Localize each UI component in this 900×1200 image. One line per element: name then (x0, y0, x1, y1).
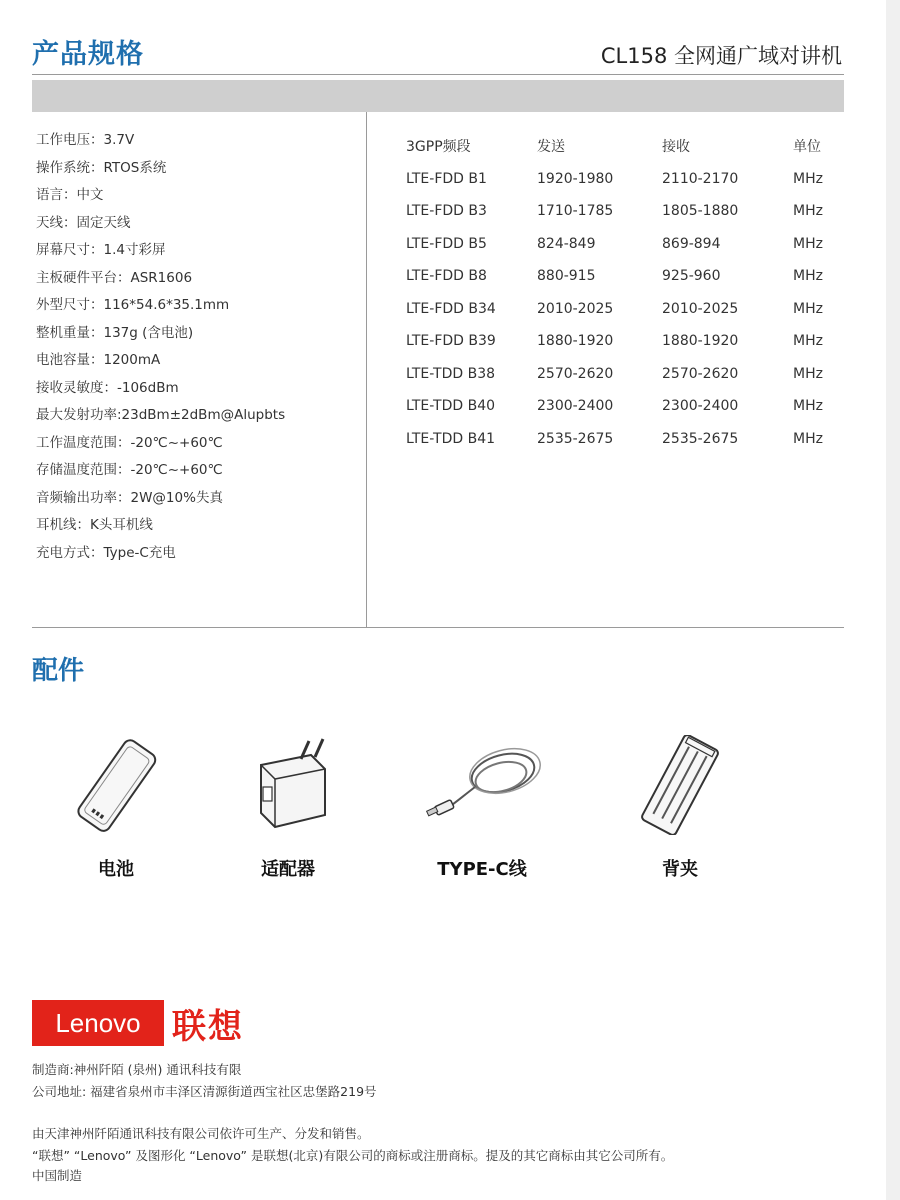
lenovo-logo: Lenovo (32, 1000, 164, 1046)
table-row (406, 390, 853, 423)
table-cell: 2300-2400 (662, 398, 739, 415)
table-row (406, 293, 853, 326)
table-cell: 2570-2620 (662, 365, 739, 382)
trademark-text: “联想” “Lenovo” 及图形化 “Lenovo” 是联想(北京)有限公司的商标或注册商标。提及的其它商标由其它公司所有。 (32, 1148, 674, 1163)
table-cell: LTE-FDD B8 (406, 268, 487, 285)
spec-item: 存储温度范围：-20℃~+60℃ (36, 462, 223, 478)
table-cell: 1805-1880 (662, 203, 739, 220)
table-cell: 2110-2170 (662, 170, 739, 187)
accessory-battery (46, 735, 186, 881)
divider-middle (32, 627, 844, 628)
table-row (406, 195, 853, 228)
table-header-row (406, 130, 853, 163)
table-row (406, 260, 853, 293)
table-cell: 2010-2025 (662, 300, 739, 317)
table-row (406, 325, 853, 358)
column-header: 发送 (537, 139, 565, 156)
table-row (406, 358, 853, 391)
table-cell: LTE-FDD B34 (406, 300, 496, 317)
lenovo-logo-cn: 联想 (172, 1006, 244, 1047)
table-cell: LTE-FDD B5 (406, 235, 487, 252)
table-cell: 1880-1920 (662, 333, 739, 350)
table-cell: 824-849 (537, 235, 596, 252)
table-cell: 2300-2400 (537, 398, 614, 415)
table-cell: MHz (793, 203, 823, 220)
spec-item: 音频输出功率：2W@10%失真 (36, 489, 223, 506)
table-cell: LTE-FDD B1 (406, 170, 487, 187)
model-name: CL158 全网通广域对讲机 (600, 44, 842, 68)
table-cell: 2010-2025 (537, 300, 614, 317)
license-text: 由天津神州阡陌通讯科技有限公司依许可生产、分发和销售。 (32, 1126, 370, 1141)
table-cell: LTE-TDD B38 (406, 365, 496, 382)
table-row (406, 163, 853, 196)
table-cell: 1920-1980 (537, 170, 614, 187)
back-clip-icon (625, 735, 735, 835)
accessory-adapter (218, 735, 358, 881)
accessory-label: 背夹 (662, 859, 698, 880)
header-band (32, 80, 844, 112)
column-divider (366, 112, 367, 627)
accessory-back-clip (610, 735, 750, 881)
table-cell: MHz (793, 430, 823, 447)
table-cell: 925-960 (662, 268, 721, 285)
spec-item: 接收灵敏度：-106dBm (36, 379, 179, 396)
table-row (406, 228, 853, 261)
divider-top (32, 74, 844, 75)
spec-item: 操作系统：RTOS系统 (36, 159, 167, 176)
spec-item: 耳机线：K头耳机线 (36, 517, 153, 533)
manufacturer-text: 制造商:神州阡陌 (泉州) 通讯科技有限 (32, 1062, 242, 1077)
table-cell: LTE-TDD B41 (406, 430, 496, 447)
spec-item: 最大发射功率:23dBm±2dBm@Alupbts (36, 407, 286, 423)
table-row (406, 423, 853, 456)
spec-list (36, 128, 356, 568)
table-cell: 2535-2675 (662, 430, 739, 447)
table-cell: LTE-FDD B39 (406, 333, 496, 350)
table-cell: MHz (793, 300, 823, 317)
column-header: 3GPP频段 (406, 139, 471, 156)
spec-item: 外型尺寸：116*54.6*35.1mm (36, 297, 230, 313)
spec-item: 工作电压：3.7V (36, 132, 135, 148)
table-cell: MHz (793, 235, 823, 252)
spec-item: 天线：固定天线 (36, 214, 131, 231)
column-header: 单位 (793, 139, 821, 156)
spec-item: 屏幕尺寸：1.4寸彩屏 (36, 242, 166, 258)
brand-logo (32, 1000, 244, 1046)
origin-text: 中国制造 (32, 1168, 83, 1183)
usb-cable-icon (417, 735, 547, 835)
table-cell: 869-894 (662, 235, 721, 252)
table-cell: MHz (793, 398, 823, 415)
table-cell: LTE-FDD B3 (406, 203, 487, 220)
page-title: 产品规格 (32, 39, 144, 70)
spec-item: 整机重量：137g (含电池) (36, 324, 194, 341)
table-cell: 2570-2620 (537, 365, 614, 382)
battery-icon (71, 735, 161, 835)
spec-item: 主板硬件平台：ASR1606 (36, 269, 193, 286)
table-cell: MHz (793, 365, 823, 382)
column-header: 接收 (662, 139, 690, 156)
accessories-title: 配件 (32, 656, 85, 686)
table-cell: 880-915 (537, 268, 596, 285)
band-table (406, 130, 853, 455)
spec-item: 充电方式：Type-C充电 (36, 544, 176, 561)
page-edge (886, 0, 900, 1200)
accessory-label: 电池 (98, 859, 134, 880)
accessory-label: 适配器 (261, 859, 315, 880)
table-cell: MHz (793, 333, 823, 350)
table-cell: 1710-1785 (537, 203, 614, 220)
spec-item: 电池容量：1200mA (36, 352, 161, 368)
spec-item: 语言：中文 (36, 187, 104, 203)
accessory-cable (412, 735, 552, 881)
accessory-label: TYPE-C线 (437, 859, 527, 880)
table-cell: MHz (793, 268, 823, 285)
table-cell: 2535-2675 (537, 430, 614, 447)
adapter-icon (233, 735, 343, 835)
table-cell: 1880-1920 (537, 333, 614, 350)
spec-item: 工作温度范围：-20℃~+60℃ (36, 434, 223, 451)
table-cell: LTE-TDD B40 (406, 398, 496, 415)
table-cell: MHz (793, 170, 823, 187)
address-text: 公司地址: 福建省泉州市丰泽区清源街道西宝社区忠堡路219号 (32, 1084, 377, 1099)
